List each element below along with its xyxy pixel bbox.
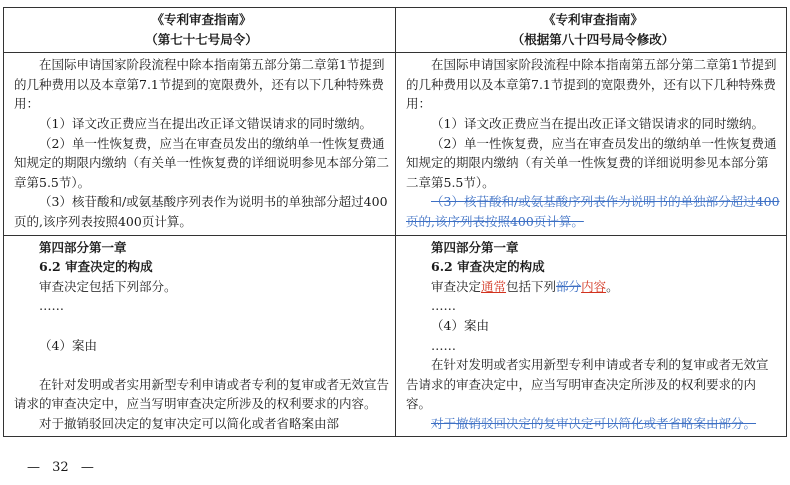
footer-dash-right: — (80, 460, 94, 475)
right-fees-item-1: （1）译文改正费应当在提出改正译文错误请求的同时缴纳。 (431, 115, 764, 131)
right-ellipsis-2: …… (431, 337, 456, 353)
right-fees-intro: 在国际申请国家阶段流程中除本指南第五部分第二章第1节提到的几种费用以及本章第7.1节提到的宽限费外，还有以下几种特殊费用： (406, 57, 777, 112)
right-decision-line (406, 277, 780, 297)
right-decision-paragraph: 在针对发明或者实用新型专利申请或者专利的复审或者无效宣告请求的审查决定中，应当写明审查决定所涉及的权利要求的内容。 (406, 357, 769, 412)
fees-row (4, 53, 787, 235)
inserted-text-tongchang: 通常 (481, 278, 507, 294)
left-header-title: 《专利审查指南》 (151, 12, 252, 27)
right-header-subtitle: （根据第八十四号局令修改） (511, 31, 675, 47)
left-spacer (14, 316, 389, 336)
page-footer (27, 460, 94, 475)
left-decision-line: 审查决定包括下列部分。 (39, 278, 177, 294)
left-item-4: （4）案由 (39, 337, 97, 353)
decision-row (4, 235, 787, 437)
right-line-text-b: 包括下列 (506, 278, 557, 294)
right-item-4: （4）案由 (431, 317, 489, 333)
left-decision-paragraph: 在针对发明或者实用新型专利申请或者专利的复审或者无效宣告请求的审查决定中，应当写明审查决定所涉及的权利要求的内容。 (14, 376, 390, 412)
left-section-heading: 6.2 审查决定的构成 (39, 259, 153, 275)
left-last-line: 对于撤销驳回决定的复审决定可以简化或者省略案由部 (39, 415, 340, 431)
left-header-subtitle: （第七十七号局令） (145, 31, 258, 47)
right-fees-item-3-deleted: （3）核苷酸和/或氨基酸序列表作为说明书的单独部分超过400页的,该序列表按照400页计算。 (406, 194, 780, 229)
right-header-title: 《专利审查指南》 (542, 12, 643, 27)
left-header (4, 8, 396, 53)
right-section-heading: 6.2 审查决定的构成 (431, 259, 545, 275)
page-number: 32 (52, 460, 69, 475)
footer-dash-left: — (27, 460, 40, 475)
left-fees-intro: 在国际申请国家阶段流程中除本指南第五部分第二章第1节提到的几种费用以及本章第7.1节提到的宽限费外，还有以下几种特殊费用： (14, 57, 385, 112)
header-row (4, 8, 787, 53)
right-line-end: 。 (606, 278, 619, 294)
right-ellipsis-1: …… (431, 298, 456, 314)
comparison-table (3, 7, 787, 437)
left-chapter-heading: 第四部分第一章 (39, 239, 127, 255)
inserted-text-neirong: 内容 (581, 278, 607, 294)
right-fees-item-2: （2）单一性恢复费，应当在审查员发出的缴纳单一性恢复费通知规定的期限内缴纳（有关单一性恢复费的详细说明参见本部分第二章第5.5节）。 (406, 135, 777, 190)
left-fees-cell (4, 53, 396, 235)
right-chapter-heading: 第四部分第一章 (431, 239, 519, 255)
left-decision-cell (4, 235, 396, 437)
left-fees-item-2: （2）单一性恢复费，应当在审查员发出的缴纳单一性恢复费通知规定的期限内缴纳（有关单一性恢复费的详细说明参见本部分第二章第5.5节）。 (14, 135, 390, 190)
right-fees-cell (396, 53, 787, 235)
right-header (396, 8, 787, 53)
right-last-deleted: 对于撤销驳回决定的复审决定可以简化或者省略案由部分。 (431, 415, 757, 431)
left-fees-item-1: （1）译文改正费应当在提出改正译文错误请求的同时缴纳。 (39, 115, 372, 131)
left-fees-item-3: （3）核苷酸和/或氨基酸序列表作为说明书的单独部分超过400页的,该序列表按照400页计算。 (14, 194, 388, 229)
left-ellipsis: …… (39, 298, 64, 314)
right-line-text-a: 审查决定 (431, 278, 482, 294)
left-spacer-2 (14, 355, 389, 375)
deleted-text-bufen: 部分 (556, 278, 582, 294)
right-decision-cell (396, 235, 787, 437)
